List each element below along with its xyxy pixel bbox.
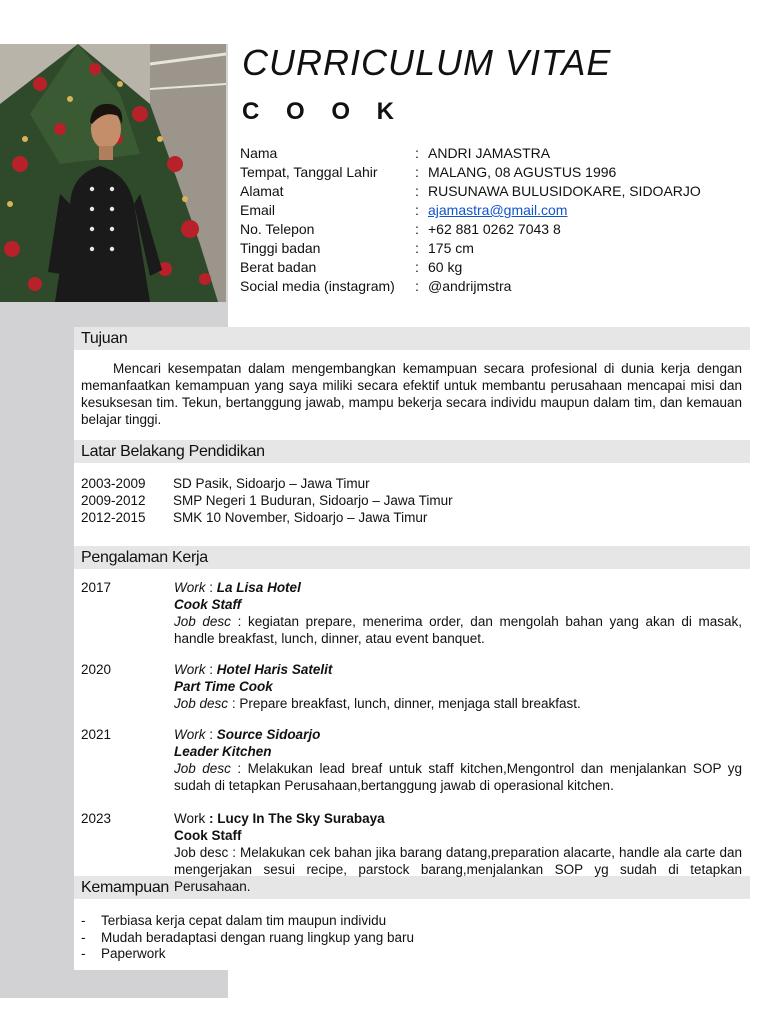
skill-text: Terbiasa kerja cepat dalam tim maupun individu — [101, 913, 387, 928]
info-row-name — [240, 144, 760, 163]
info-colon: : — [415, 183, 419, 199]
work-label: Work — [174, 662, 206, 677]
job-role: Part Time Cook — [174, 679, 273, 694]
info-label: Berat badan — [240, 259, 317, 275]
job-year: 2023 — [81, 811, 112, 826]
job-entry — [74, 726, 742, 794]
info-value: @andrijmstra — [428, 278, 512, 294]
job-role: Cook Staff — [174, 828, 242, 843]
work-separator: : — [209, 811, 214, 826]
section-header-kemampuan: Kemampuan — [74, 876, 750, 899]
skill-item — [81, 946, 742, 963]
info-value: MALANG, 08 AGUSTUS 1996 — [428, 164, 617, 180]
education-years: 2003-2009 — [81, 476, 146, 491]
info-label: Alamat — [240, 183, 284, 199]
education-row — [81, 509, 742, 526]
info-row-phone — [240, 220, 760, 239]
education-years: 2009-2012 — [81, 493, 146, 508]
info-colon: : — [415, 145, 419, 161]
info-value: ANDRI JAMASTRA — [428, 145, 551, 161]
info-row-social — [240, 277, 760, 296]
profile-photo — [0, 44, 226, 302]
personal-info — [240, 144, 760, 296]
info-value: 60 kg — [428, 259, 463, 275]
info-label: Email — [240, 202, 276, 218]
cv-subtitle: C O O K — [242, 98, 405, 125]
skill-text: Mudah beradaptasi dengan ruang lingkup yang baru — [101, 929, 414, 945]
work-separator: : — [209, 727, 214, 742]
work-label: Work — [174, 580, 206, 595]
education-years: 2012-2015 — [81, 510, 146, 525]
info-label: No. Telepon — [240, 221, 315, 237]
education-row — [81, 492, 742, 509]
job-role: Cook Staff — [174, 597, 242, 612]
bullet-dash: - — [81, 946, 86, 961]
skills-list — [74, 899, 750, 963]
info-colon: : — [415, 164, 419, 180]
info-colon: : — [415, 221, 419, 237]
info-row-weight — [240, 258, 760, 277]
job-year: 2017 — [81, 580, 112, 595]
skill-text: Paperwork — [101, 946, 166, 961]
info-row-email — [240, 201, 760, 220]
info-row-birth — [240, 163, 760, 182]
job-desc: : Prepare breakfast, lunch, dinner, menjaga stall breakfast. — [231, 696, 581, 711]
info-row-address — [240, 182, 760, 201]
info-colon: : — [415, 202, 419, 218]
desc-label: Job desc — [174, 614, 231, 629]
skill-item — [81, 930, 742, 947]
education-list — [74, 463, 750, 546]
job-role: Leader Kitchen — [174, 744, 272, 759]
job-year: 2020 — [81, 662, 112, 677]
info-value: 175 cm — [428, 240, 474, 256]
info-value: RUSUNAWA BULUSIDOKARE, SIDOARJO — [428, 183, 701, 199]
desc-label: Job desc — [174, 761, 231, 776]
info-label: Tempat, Tanggal Lahir — [240, 164, 378, 180]
job-entry — [74, 810, 742, 895]
work-place: Hotel Haris Satelit — [216, 662, 333, 677]
info-colon: : — [415, 278, 419, 294]
section-header-tujuan: Tujuan — [74, 327, 750, 350]
work-label: Work — [174, 727, 206, 742]
job-entry — [74, 579, 742, 647]
job-desc: : Melakukan cek bahan jika barang datang,preparation alacarte, handle ala carte dan mengerjakan sesui recipe, parstock barang,menjalankan SOP yg sudah di tetapkan Perusahaan. — [174, 845, 742, 894]
cv-content — [74, 327, 750, 970]
job-year: 2021 — [81, 727, 112, 742]
objective-text: Mencari kesempatan dalam mengembangkan kemampuan secara profesional di dunia kerja dengan memanfaatkan kemampuan yang saya miliki secara efektif untuk membantu perusahaan mencapai misi dan kesuksesan tim. Tekun, bertanggung jawab, mampu bekerja secara individu maupun dalam tim, dan kemauan belajar tinggi. — [81, 361, 742, 427]
top-white-strip — [0, 0, 228, 44]
work-place: Source Sidoarjo — [216, 727, 321, 742]
job-desc: : kegiatan prepare, menerima order, dan mengolah bahan yang akan di masak, handle breakfast, lunch, dinner, atau event banquet. — [174, 614, 742, 646]
section-header-pendidikan: Latar Belakang Pendidikan — [74, 440, 750, 463]
info-value: +62 881 0262 7043 8 — [428, 221, 561, 237]
education-row — [81, 475, 742, 492]
work-place: La Lisa Hotel — [216, 580, 301, 595]
info-row-height — [240, 239, 760, 258]
job-desc: : Melakukan lead breaf untuk staff kitchen,Mengontrol dan menjalankan SOP yg sudah di tetapkan Perusahaan,bertanggung jawab di operasional kitchen. — [174, 761, 742, 793]
education-school: SMP Negeri 1 Buduran, Sidoarjo – Jawa Timur — [173, 493, 453, 508]
info-colon: : — [415, 259, 419, 275]
work-place: Lucy In The Sky Surabaya — [217, 811, 385, 826]
desc-label: Job desc — [174, 845, 229, 860]
education-school: SMK 10 November, Sidoarjo – Jawa Timur — [173, 510, 428, 525]
info-colon: : — [415, 240, 419, 256]
bullet-dash: - — [81, 913, 86, 928]
info-label: Nama — [240, 145, 278, 161]
work-separator: : — [209, 580, 214, 595]
desc-label: Job desc — [174, 696, 229, 711]
info-label: Social media (instagram) — [240, 278, 395, 294]
section-header-pengalaman: Pengalaman Kerja — [74, 546, 750, 569]
skill-item — [81, 913, 742, 930]
work-separator: : — [209, 662, 214, 677]
cv-title: CURRICULUM VITAE — [242, 42, 612, 83]
work-label: Work — [174, 811, 206, 826]
info-label: Tinggi badan — [240, 240, 321, 256]
job-entry — [74, 661, 742, 712]
email-link[interactable]: ajamastra@gmail.com — [428, 202, 568, 218]
bullet-dash: - — [81, 929, 86, 945]
education-school: SD Pasik, Sidoarjo – Jawa Timur — [173, 476, 370, 491]
